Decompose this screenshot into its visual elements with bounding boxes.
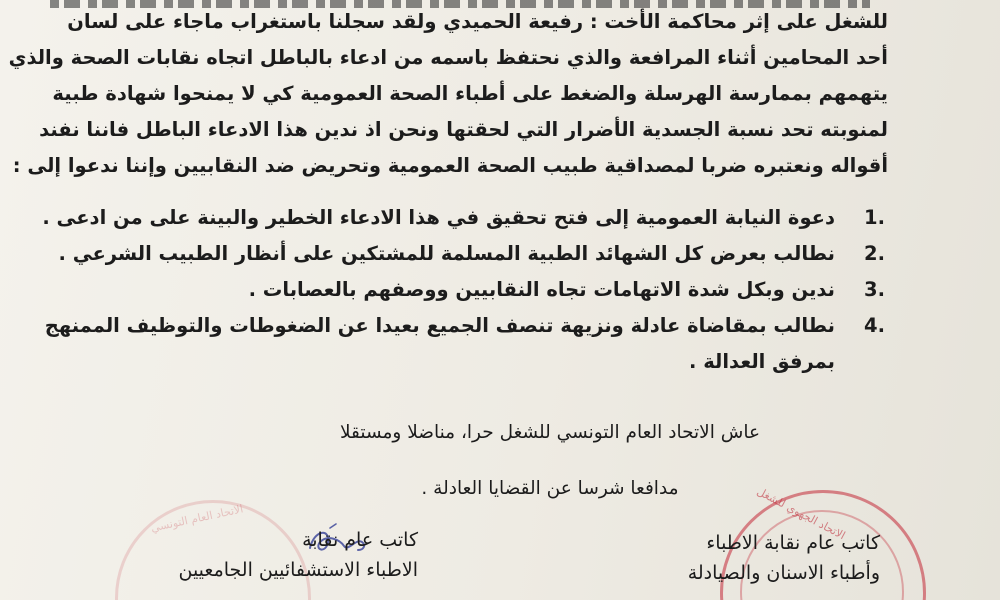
demand-number-1: 1. bbox=[864, 206, 885, 229]
intro-line-1: للشغل على إثر محاكمة الأخت : رفيعة الحميدي ولقد سجلنا باستغراب ماجاء على لسان bbox=[67, 10, 888, 33]
intro-line-4: لمنوبته تحد نسبة الجسدية الأضرار التي لحقتها ونحن اذ ندين هذا الادعاء الباطل فاننا نفند bbox=[39, 118, 888, 141]
demand-item-2 bbox=[58, 236, 885, 272]
signature-right-title: كاتب عام نقابة الاطباء bbox=[706, 532, 880, 554]
closing-slogan-2: مدافعا شرسا عن القضايا العادلة . bbox=[421, 478, 679, 499]
intro-line-5: أقواله ونعتبره ضربا لمصداقية طبيب الصحة العمومية وتحريض ضد النقابيين وإننا ندعوا إلى : bbox=[12, 154, 888, 177]
demand-text-4: نطالب بمقاضاة عادلة ونزيهة تنصف الجميع بعيدا عن الضغوطات والتوظيف الممنهج bbox=[44, 314, 835, 337]
signature-block-right bbox=[620, 528, 880, 588]
faded-stamp-left-text: الاتحاد العام التونسي bbox=[149, 502, 245, 535]
demand-text-1: دعوة النيابة العمومية إلى فتح تحقيق في هذا الادعاء الخطير والبينة على من ادعى . bbox=[42, 206, 835, 229]
demand-text-2: نطالب بعرض كل الشهائد الطبية المسلمة للمشتكين على أنظار الطبيب الشرعي . bbox=[58, 242, 835, 265]
demand-item-1 bbox=[42, 200, 885, 236]
closing-slogan-1: عاش الاتحاد العام التونسي للشغل حرا، مناضلا ومستقلا bbox=[339, 422, 761, 443]
demand-number-2: 2. bbox=[864, 242, 885, 265]
intro-line-3: يتهمهم بممارسة الهرسلة والضغط على أطباء الصحة العمومية كي لا يمنحوا شهادة طبية bbox=[52, 82, 888, 105]
demands-list bbox=[42, 200, 885, 380]
demand-item-3 bbox=[95, 272, 885, 308]
demand-text-3: ندين وبكل شدة الاتهامات تجاه النقابيين ووصفهم بالعصابات . bbox=[248, 278, 835, 301]
signature-right-union: وأطباء الاسنان والصيادلة bbox=[687, 562, 880, 584]
signature-left-union: الاطباء الاستشفائيين الجامعيين bbox=[178, 559, 418, 581]
signature-left-title: كاتب عام نقابة bbox=[302, 529, 418, 551]
demand-text-4-continued: بمرفق العدالة . bbox=[689, 350, 835, 373]
demand-item-4 bbox=[44, 308, 885, 380]
intro-line-2: أحد المحامين أثناء المرافعة والذي نحتفظ باسمه من ادعاء بالباطل اتجاه نقابات الصحة والذي bbox=[8, 46, 888, 69]
demand-number-4: 4. bbox=[864, 314, 885, 337]
intro-paragraph bbox=[8, 4, 888, 184]
signature-block-left bbox=[118, 525, 418, 585]
demand-number-3: 3. bbox=[864, 278, 885, 301]
official-stamp-right-text: الاتحاد الجهوي للشغل bbox=[754, 484, 848, 543]
